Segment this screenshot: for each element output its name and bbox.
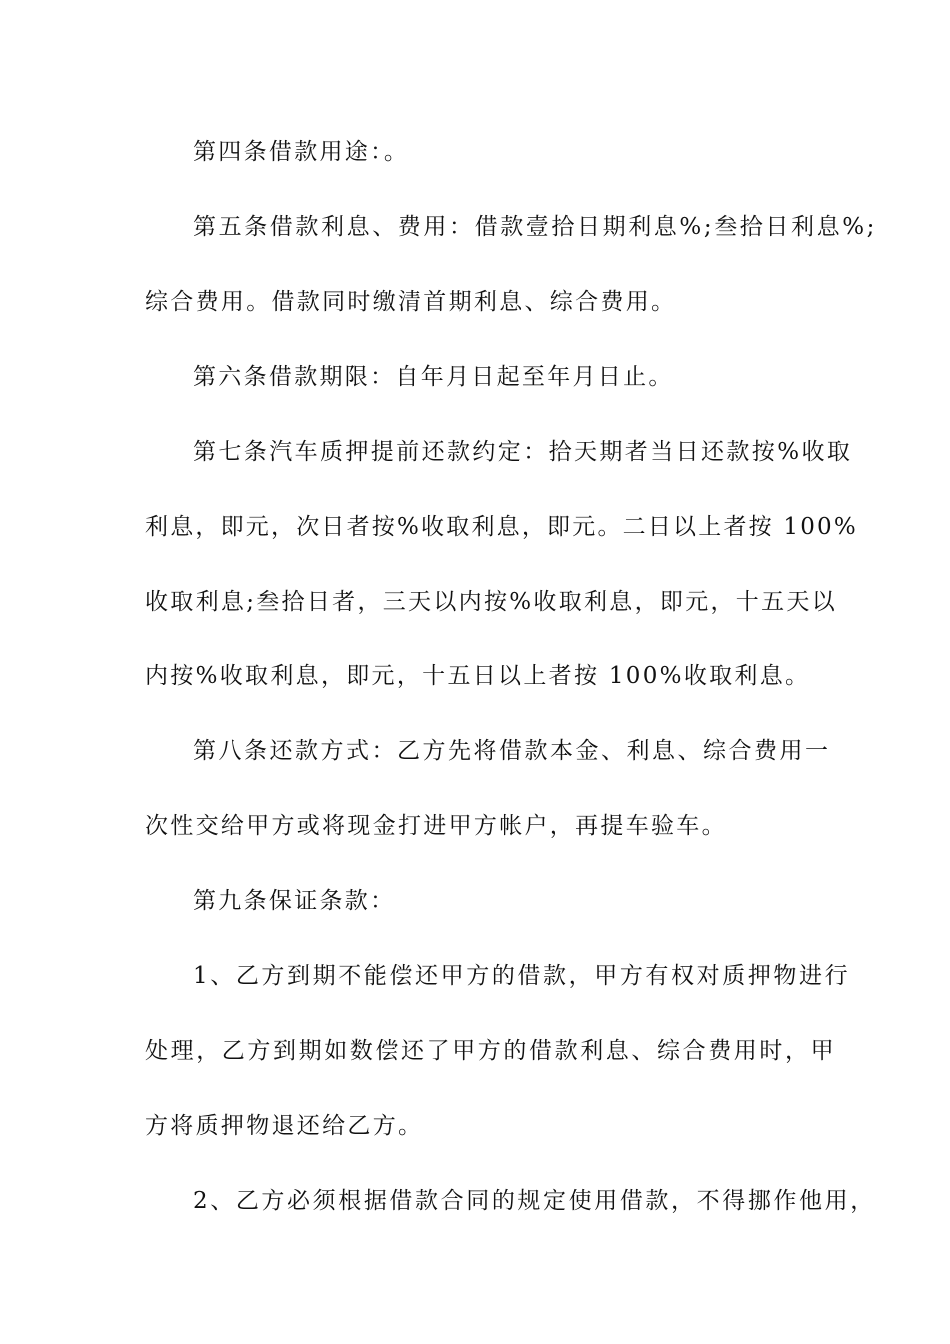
- clause-1-line-1: 1、乙方到期不能偿还甲方的借款，甲方有权对质押物进行: [193, 963, 851, 989]
- article-5-line-1: 第五条借款利息、费用：借款壹拾日期利息%;叁拾日利息%;: [193, 214, 878, 240]
- article-7-line-3: 收取利息;叁拾日者，三天以内按%收取利息，即元，十五天以: [145, 589, 838, 615]
- article-5-line-2: 综合费用。借款同时缴清首期利息、综合费用。: [145, 289, 677, 315]
- article-7-line-4: 内按%收取利息，即元，十五日以上者按 100%收取利息。: [145, 663, 811, 689]
- article-8-line-2: 次性交给甲方或将现金打进甲方帐户，再提车验车。: [145, 813, 727, 839]
- article-4-line: 第四条借款用途：。: [193, 139, 410, 165]
- article-7-line-1: 第七条汽车质押提前还款约定：拾天期者当日还款按%收取: [193, 439, 853, 465]
- article-9-heading: 第九条保证条款：: [193, 888, 396, 914]
- article-8-line-1: 第八条还款方式：乙方先将借款本金、利息、综合费用一: [193, 738, 831, 764]
- article-6-line: 第六条借款期限：自年月日起至年月日止。: [193, 364, 674, 390]
- clause-2-line-1: 2、乙方必须根据借款合同的规定使用借款，不得挪作他用，: [193, 1188, 876, 1214]
- clause-1-line-2: 处理，乙方到期如数偿还了甲方的借款利息、综合费用时，甲: [145, 1038, 837, 1064]
- clause-1-line-3: 方将质押物退还给乙方。: [145, 1113, 424, 1139]
- article-7-line-2: 利息，即元，次日者按%收取利息，即元。二日以上者按 100%: [145, 514, 858, 540]
